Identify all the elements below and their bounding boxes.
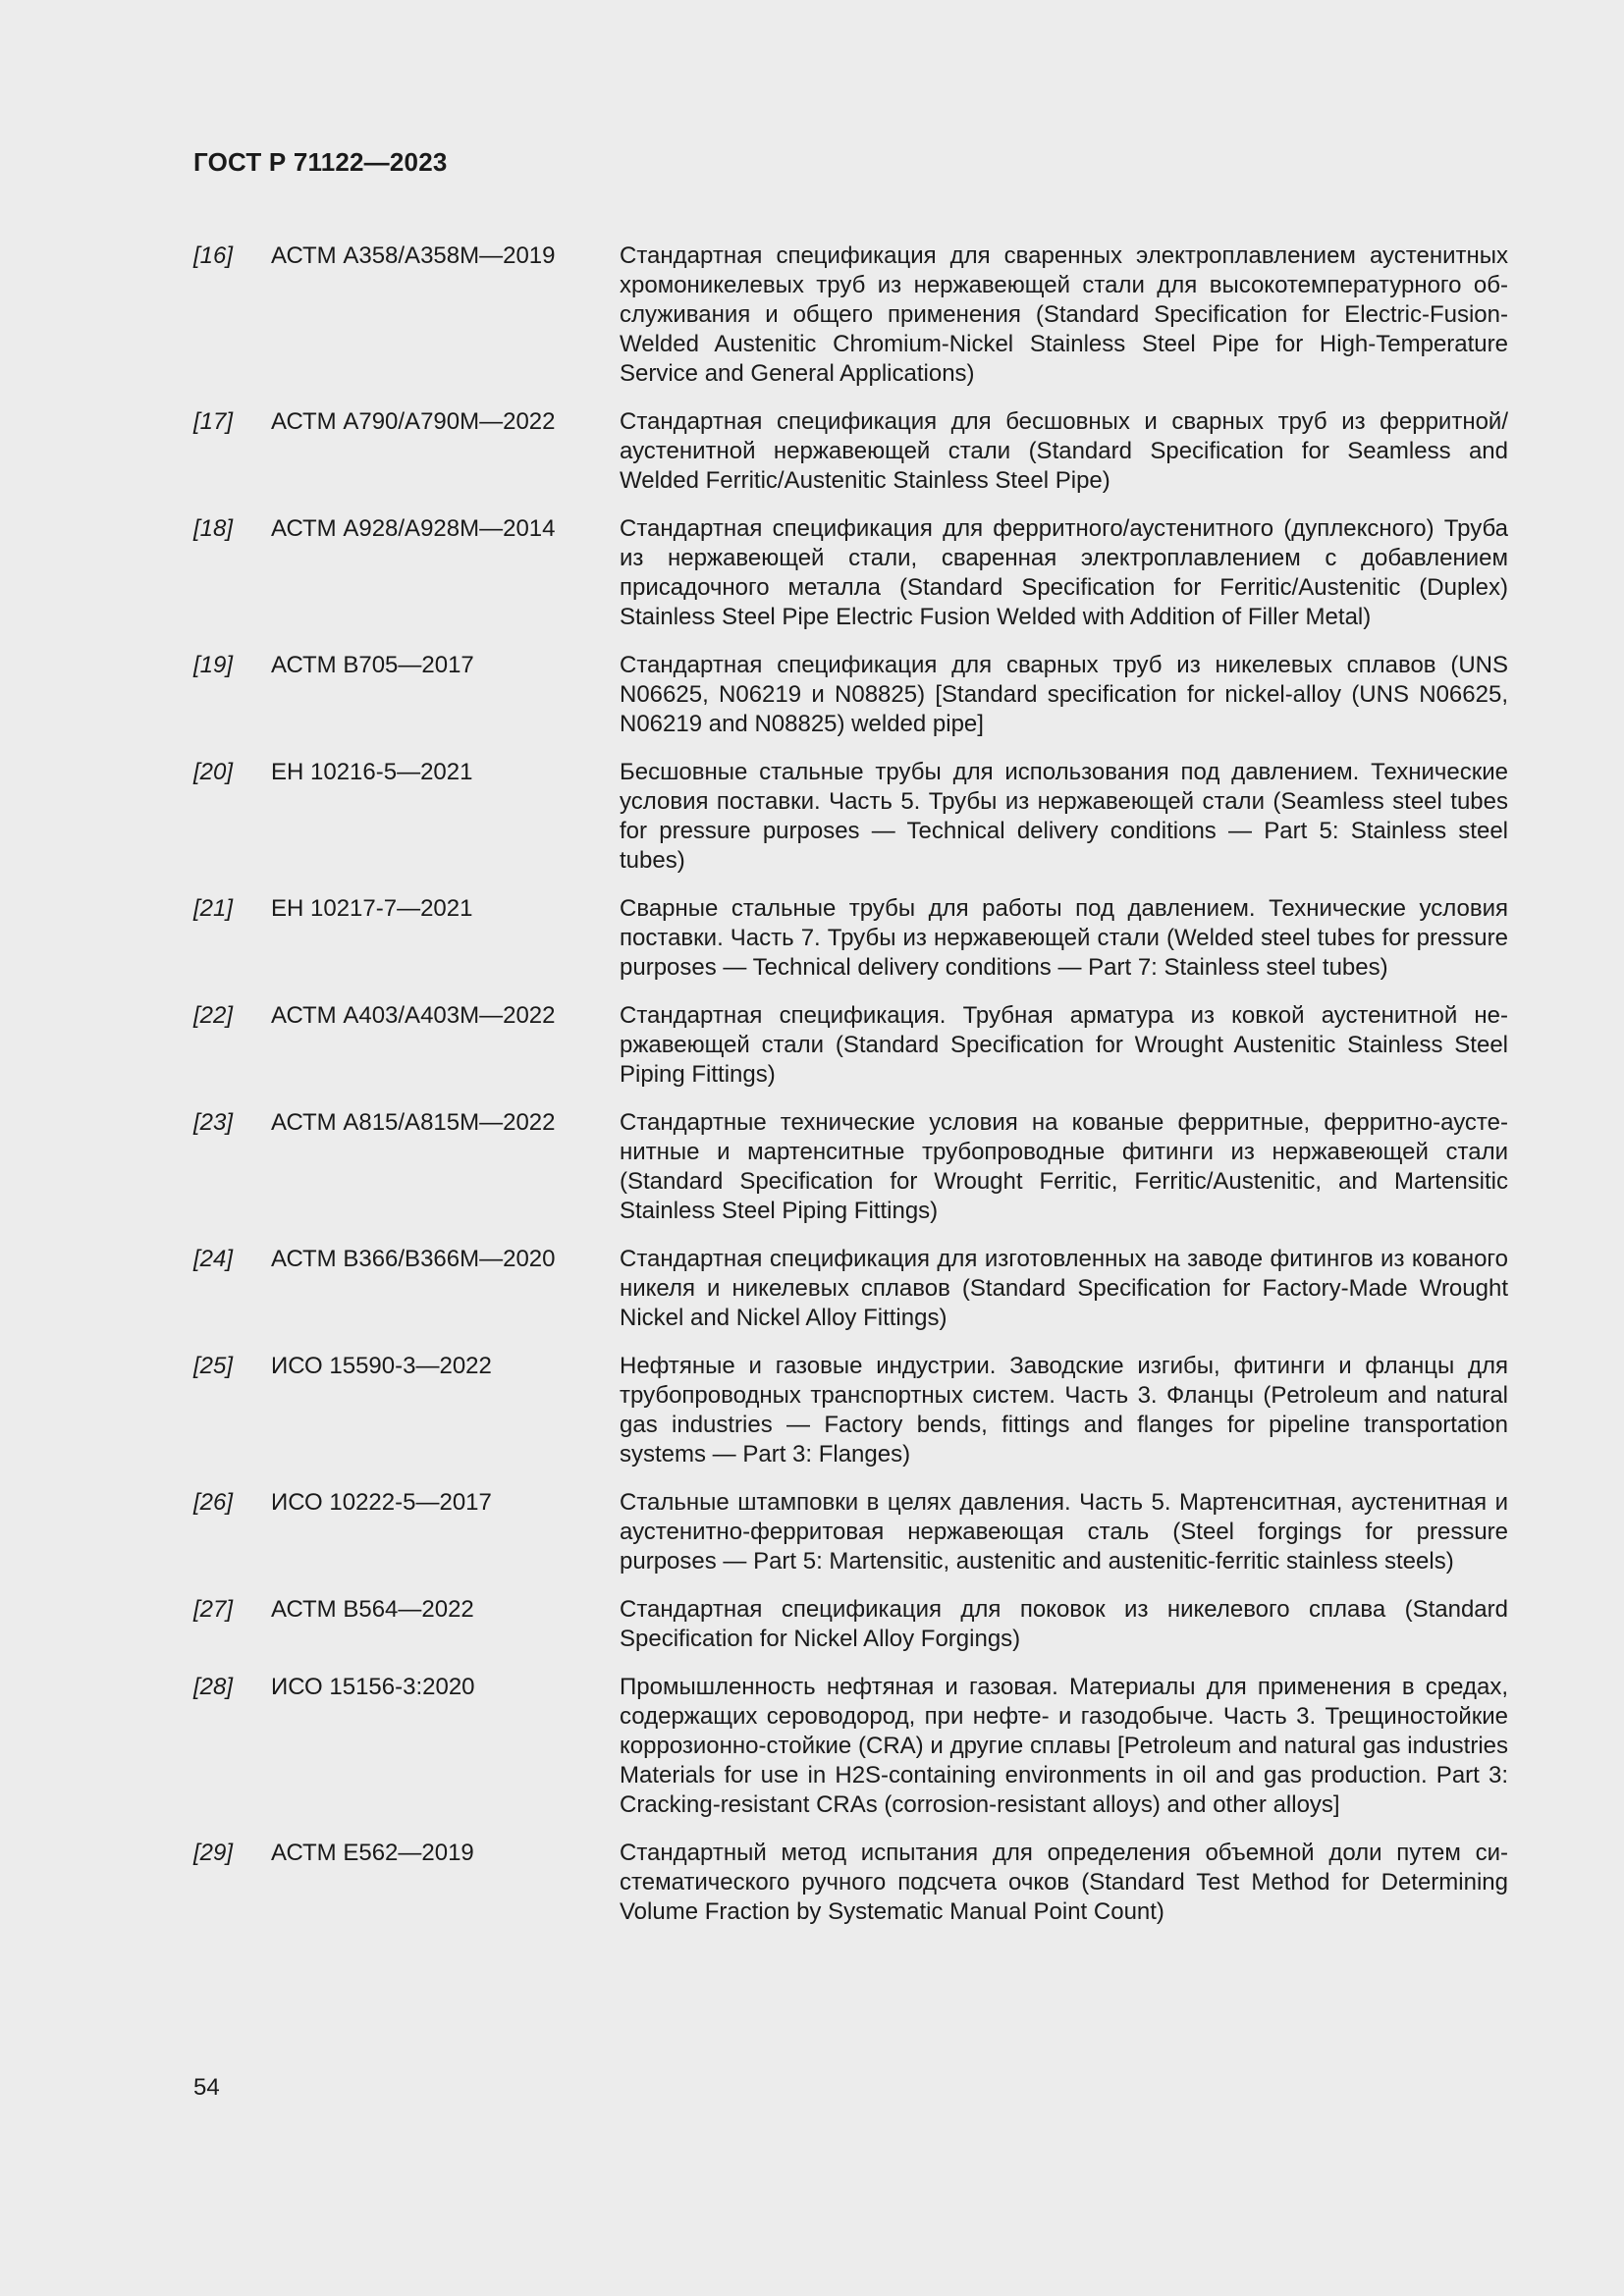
standard-code: АСТМ А358/А358М—2019 [271,242,556,269]
bibliography-entry [193,1595,1508,1654]
standard-title: Стандартная спецификация для сварных труб из никелевых сплавов (UNS N06625, N06219 и N08825) [Standard specification for nickel-alloy (UNS N06625, N06219 and N08825) welded pipe] [620,652,1508,737]
standard-title: Промышленность нефтяная и газовая. Материалы для применения в средах, содержащих сероводород, при нефте- и газодобыче. Часть 3. Трещиностойкие коррозионно-стойкие (CRA) и другие сплавы [Petroleum and natural gas industries Materials for use in H2S-containing environments in oil and gas production. Part 3: Cracking-resistant CRAs (corrosion-resistant alloys) and other alloys] [620,1674,1508,1818]
standard-code: АСТМ А928/А928М—2014 [271,515,556,542]
standard-title: Стандартный метод испытания для определения объемной доли путем систематического ручного подсчета очков (Standard Test Method for Determining Volume Fraction by Systematic Manual Point Count) [620,1840,1508,1925]
standard-title: Нефтяные и газовые индустрии. Заводские изгибы, фитинги и фланцы для трубопроводных транспортных систем. Часть 3. Фланцы (Petroleum and natural gas industries — Factory bends, fittings and flanges for pipeline transportation systems — Part 3: Flanges) [620,1353,1508,1468]
standard-code: АСТМ Е562—2019 [271,1840,474,1866]
entry-number: [28] [193,1674,234,1700]
bibliography-entry [193,1488,1508,1576]
entry-number: [18] [193,515,234,542]
bibliography-entry [193,407,1508,496]
standard-code: АСТМ В705—2017 [271,652,474,678]
bibliography-entry [193,241,1508,389]
bibliography-entry [193,758,1508,876]
standard-code: АСТМ А403/А403М—2022 [271,1002,556,1029]
bibliography-entry [193,894,1508,983]
entry-number: [21] [193,895,234,922]
standard-title: Стандартная спецификация для сваренных электроплавлением аустенитных хромоникелевых труб из нержавеющей стали для высокотемпературного обслуживания и общего применения (Standard Specification for Electric-Fusion-Welded Austenitic Chromium-Nickel Stainless Steel Pipe for High-Temperature Service and General Applications) [620,242,1508,387]
standard-title: Стандартная спецификация для изготовленных на заводе фитингов из кованого никеля и никелевых сплавов (Standard Specification for Factory-Made Wrought Nickel and Nickel Alloy Fittings) [620,1246,1508,1331]
bibliography-entry [193,1108,1508,1226]
standard-code: АСТМ В366/В366М—2020 [271,1246,556,1272]
standard-code: ЕН 10217-7—2021 [271,895,473,922]
standard-code: АСТМ В564—2022 [271,1596,474,1623]
standard-code: АСТМ А815/А815М—2022 [271,1109,556,1136]
bibliography-entry [193,651,1508,739]
entry-number: [23] [193,1109,234,1136]
bibliography-entry [193,1839,1508,1927]
standard-title: Бесшовные стальные трубы для использования под давлением. Технические условия поставки. Часть 5. Трубы из нержавеющей стали (Seamless steel tubes for pressure purposes — Technical delivery conditions — Part 5: Stainless steel tubes) [620,759,1508,874]
bibliography-entry [193,1001,1508,1090]
bibliography-entry [193,1352,1508,1469]
standard-code: АСТМ А790/А790М—2022 [271,408,556,435]
entry-number: [25] [193,1353,234,1379]
entry-number: [20] [193,759,234,785]
standard-title: Стандартная спецификация для бесшовных и сварных труб из ферритной/ аустенитной нержавеющей стали (Standard Specification for Seamless and Welded Ferritic/Austenitic Stainless Steel Pipe) [620,408,1508,494]
standard-code: ИСО 15590-3—2022 [271,1353,492,1379]
bibliography-entry [193,1245,1508,1333]
standard-title: Стандартная спецификация для ферритного/аустенитного (дуплексного) Труба из нержавеющей стали, сваренная электроплавлением с добавлением присадочного металла (Standard Specification for Ferritic/Austenitic (Duplex) Stainless Steel Pipe Electric Fusion Welded with Addition of Filler Metal) [620,515,1508,630]
entry-number: [26] [193,1489,234,1516]
bibliography-list [193,241,1508,1946]
entry-number: [29] [193,1840,234,1866]
bibliography-entry [193,514,1508,632]
entry-number: [27] [193,1596,234,1623]
standard-code: ЕН 10216-5—2021 [271,759,473,785]
page-number: 54 [193,2074,220,2101]
entry-number: [22] [193,1002,234,1029]
entry-number: [24] [193,1246,234,1272]
standard-code: ИСО 15156-3:2020 [271,1674,475,1700]
standard-title: Сварные стальные трубы для работы под давлением. Технические условия поставки. Часть 7. Трубы из нержавеющей стали (Welded steel tubes for pressure purposes — Technical delivery conditions — Part 7: Stainless steel tubes) [620,895,1508,981]
entry-number: [16] [193,242,234,269]
entry-number: [19] [193,652,234,678]
standard-title: Стальные штамповки в целях давления. Часть 5. Мартенситная, аустенитная и аустенитно-ферритовая нержавеющая сталь (Steel forgings for pressure purposes — Part 5: Martensitic, austenitic and austenitic-ferritic stainless steels) [620,1489,1508,1575]
entry-number: [17] [193,408,234,435]
bibliography-entry [193,1673,1508,1820]
standard-code: ИСО 10222-5—2017 [271,1489,492,1516]
standard-title: Стандартные технические условия на кованые ферритные, ферритно-аустенитные и мартенситные трубопроводные фитинги из нержавеющей стали (Standard Specification for Wrought Ferritic, Ferritic/Austenitic, and Martensitic Stainless Steel Piping Fittings) [620,1109,1508,1224]
standard-title: Стандартная спецификация для поковок из никелевого сплава (Standard Specification for Nickel Alloy Forgings) [620,1596,1508,1652]
document-code-header: ГОСТ Р 71122—2023 [193,147,448,177]
standard-title: Стандартная спецификация. Трубная арматура из ковкой аустенитной нержавеющей стали (Standard Specification for Wrought Austenitic Stainless Steel Piping Fittings) [620,1002,1508,1088]
